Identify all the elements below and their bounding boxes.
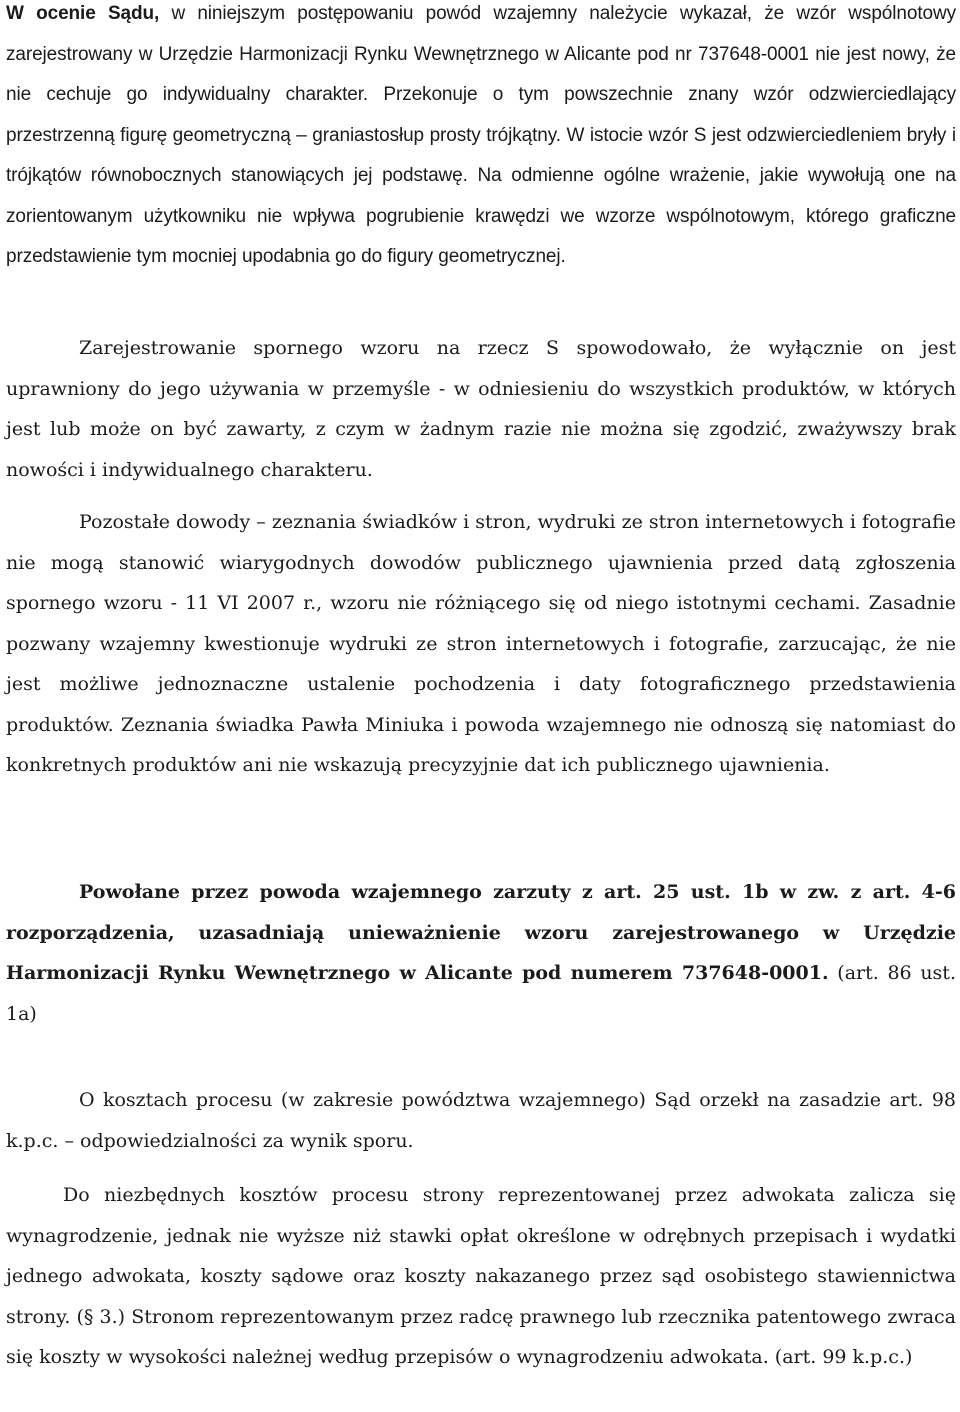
paragraph-text: Pozostałe dowody – zeznania świadków i stron, wydruki ze stron internetowych i fotografie nie mogą stanowić wiarygodnych dowodów publicznego ujawnienia przed datą zgłoszenia spornego wzoru - 11 VI 2007 r., wzoru nie różniącego się od niego istotnymi cechami. Zasadnie pozwany wzajemny kwestionuje wydruki ze stron internetowych i fotografie, zarzucając, że nie jest możliwe jednoznaczne ustalenie pochodzenia i daty fotograficznego przedstawienia produktów. Zeznania świadka Pawła Miniuka i powoda wzajemnego nie odnoszą się natomiast do konkretnych produktów ani nie wskazują precyzyjnie dat ich publicznego ujawnienia. <box>6 511 957 776</box>
paragraph-text: Do niezbędnych kosztów procesu strony reprezentowanej przez adwokata zalicza się wynagrodzenie, jednak nie wyższe niż stawki opłat określone w odrębnych przepisach i wydatki jednego adwokata, koszty sądowe oraz koszty nakazanego przez sąd osobistego stawiennictwa strony. (§ 3.) Stronom reprezentowanym przez radcę prawnego lub rzecznika patentowego zwraca się koszty w wysokości należnej według przepisów o wynagrodzeniu adwokata. (art. 99 k.p.c.) <box>6 1184 956 1368</box>
paragraph-text: (art. 86 ust. 1a) <box>6 962 956 1025</box>
paragraph-costs <box>6 1080 956 1161</box>
paragraph-necessary-costs <box>6 1175 956 1378</box>
paragraph-text: O kosztach procesu (w zakresie powództwa wzajemnego) Sąd orzekł na zasadzie art. 98 k.p.c. – odpowiedzialności za wynik sporu. <box>6 1089 956 1152</box>
paragraph-text: Na odmienne ogólne wrażenie, jakie wywołują one na zorientowanym użytkowniku nie wpływa pogrubienie krawędzi we wzorze wspólnotowym, którego graficzne przedstawienie tym mocniej upodabnia go do figury geometrycznej. <box>6 165 956 267</box>
paragraph-conclusion <box>6 872 956 1034</box>
paragraph-assessment <box>6 0 956 278</box>
paragraph-registration <box>6 328 956 490</box>
paragraph-text: w niniejszym postępowaniu powód wzajemny należycie wykazał, że wzór wspólnotowy zarejestrowany w Urzędzie Harmonizacji Rynku Wewnętrznego w Alicante pod nr 737648-0001 nie jest nowy, że nie cechuje go indywidualny charakter. Przekonuje o tym powszechnie znany wzór odzwierciedlający przestrzenną figurę geometryczną – graniastosłup prosty trójkątny. W istocie wzór S jest odzwierciedleniem bryły i trójkątów równobocznych stanowiących jej podstawę. <box>6 3 956 186</box>
paragraph-text: Zarejestrowanie spornego wzoru na rzecz S spowodowało, że wyłącznie on jest uprawniony do jego używania w przemyśle - w odniesieniu do wszystkich produktów, w których jest lub może on być zawarty, z czym w żadnym razie nie można się zgodzić, zważywszy brak nowości i indywidualnego charakteru. <box>6 337 956 481</box>
paragraph-lead-bold: W ocenie Sądu, <box>6 3 160 24</box>
paragraph-evidence <box>6 502 956 786</box>
paragraph-bold-text: Powołane przez powoda wzajemnego zarzuty z art. 25 ust. 1b w zw. z art. 4-6 rozporządzenia, uzasadniają unieważnienie wzoru zarejestrowanego w Urzędzie Harmonizacji Rynku Wewnętrznego w Alicante pod numerem 737648-0001. <box>6 881 956 984</box>
